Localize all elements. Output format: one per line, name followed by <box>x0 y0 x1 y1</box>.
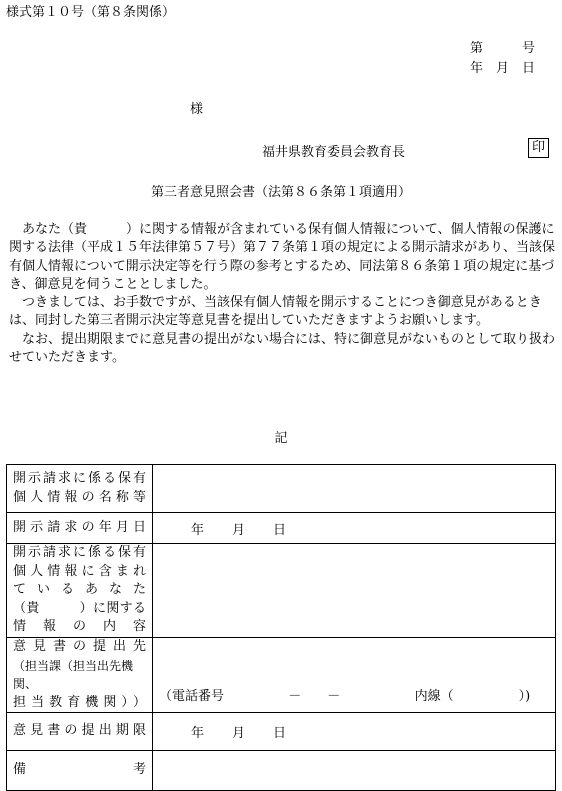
field-info-name[interactable] <box>153 465 556 513</box>
table-row-submission-deadline <box>7 713 556 751</box>
table-row-submission-destination <box>7 638 556 713</box>
paragraph-2: つきましては、お手数ですが、当該保有個人情報を開示することにつき御意見があるときは、同封した第三者開示決定等意見書を提出していただきますようお願いします。 <box>9 295 542 329</box>
field-request-date[interactable]: 年 月 日 <box>153 513 556 544</box>
extension-label: 内線（ ）) <box>414 689 531 704</box>
addressee: 様 <box>190 102 204 117</box>
body-text <box>9 221 561 367</box>
label-remarks: 備 考 <box>7 751 153 791</box>
paragraph-3: なお、提出期限までに意見書の提出がない場合には、特に御意見がないものとして取り扱わせていただきます。 <box>9 331 556 366</box>
table-row-info-content <box>7 544 556 638</box>
phone-label: （電話番号 <box>159 689 225 704</box>
table-row-request-date <box>7 513 556 544</box>
label-submission-deadline: 意見書の提出期限 <box>7 713 153 751</box>
label-request-date: 開示請求の年月日 <box>7 513 153 544</box>
phone-dashes: － － <box>288 689 341 704</box>
field-submission-deadline[interactable]: 年 月 日 <box>153 713 556 751</box>
document-date: 年 月 日 <box>470 61 536 76</box>
form-number-label: 様式第１０号（第８条関係） <box>6 5 176 20</box>
label-submission-destination: 意見書の提出先 （担当課（担当出先機関、 担当教育機関）） <box>7 638 153 713</box>
ki-heading: 記 <box>274 431 288 446</box>
field-submission-destination[interactable] <box>153 638 556 713</box>
paragraph-1: あなた（貴 ）に関する情報が含まれている保有個人情報について、個人情報の保護に関する法律（平成１５年法律第５７号）第７７条第１項の規定による開示請求があり、当該保有個人情報について開示決定等を行う際の参考とするため、同法第８６条第１項の規定に基づき、御意見を伺うこととしました。 <box>9 222 556 292</box>
label-info-content: 開示請求に係る保有 個人情報に含まれ ているあなた （貴 ）に関する 情報の内容 <box>7 544 153 638</box>
document-number: 第 号 <box>470 41 536 56</box>
label-info-name: 開示請求に係る保有 個人情報の名称等 <box>7 465 153 513</box>
seal-box: 印 <box>528 138 549 158</box>
field-remarks[interactable] <box>153 751 556 791</box>
document-title: 第三者意見照会書（法第８６条第１項適用） <box>150 185 411 200</box>
form-table <box>6 464 556 791</box>
sender: 福井県教育委員会教育長 <box>262 145 406 160</box>
table-row-info-name <box>7 465 556 513</box>
table-row-remarks <box>7 751 556 791</box>
field-info-content[interactable] <box>153 544 556 638</box>
